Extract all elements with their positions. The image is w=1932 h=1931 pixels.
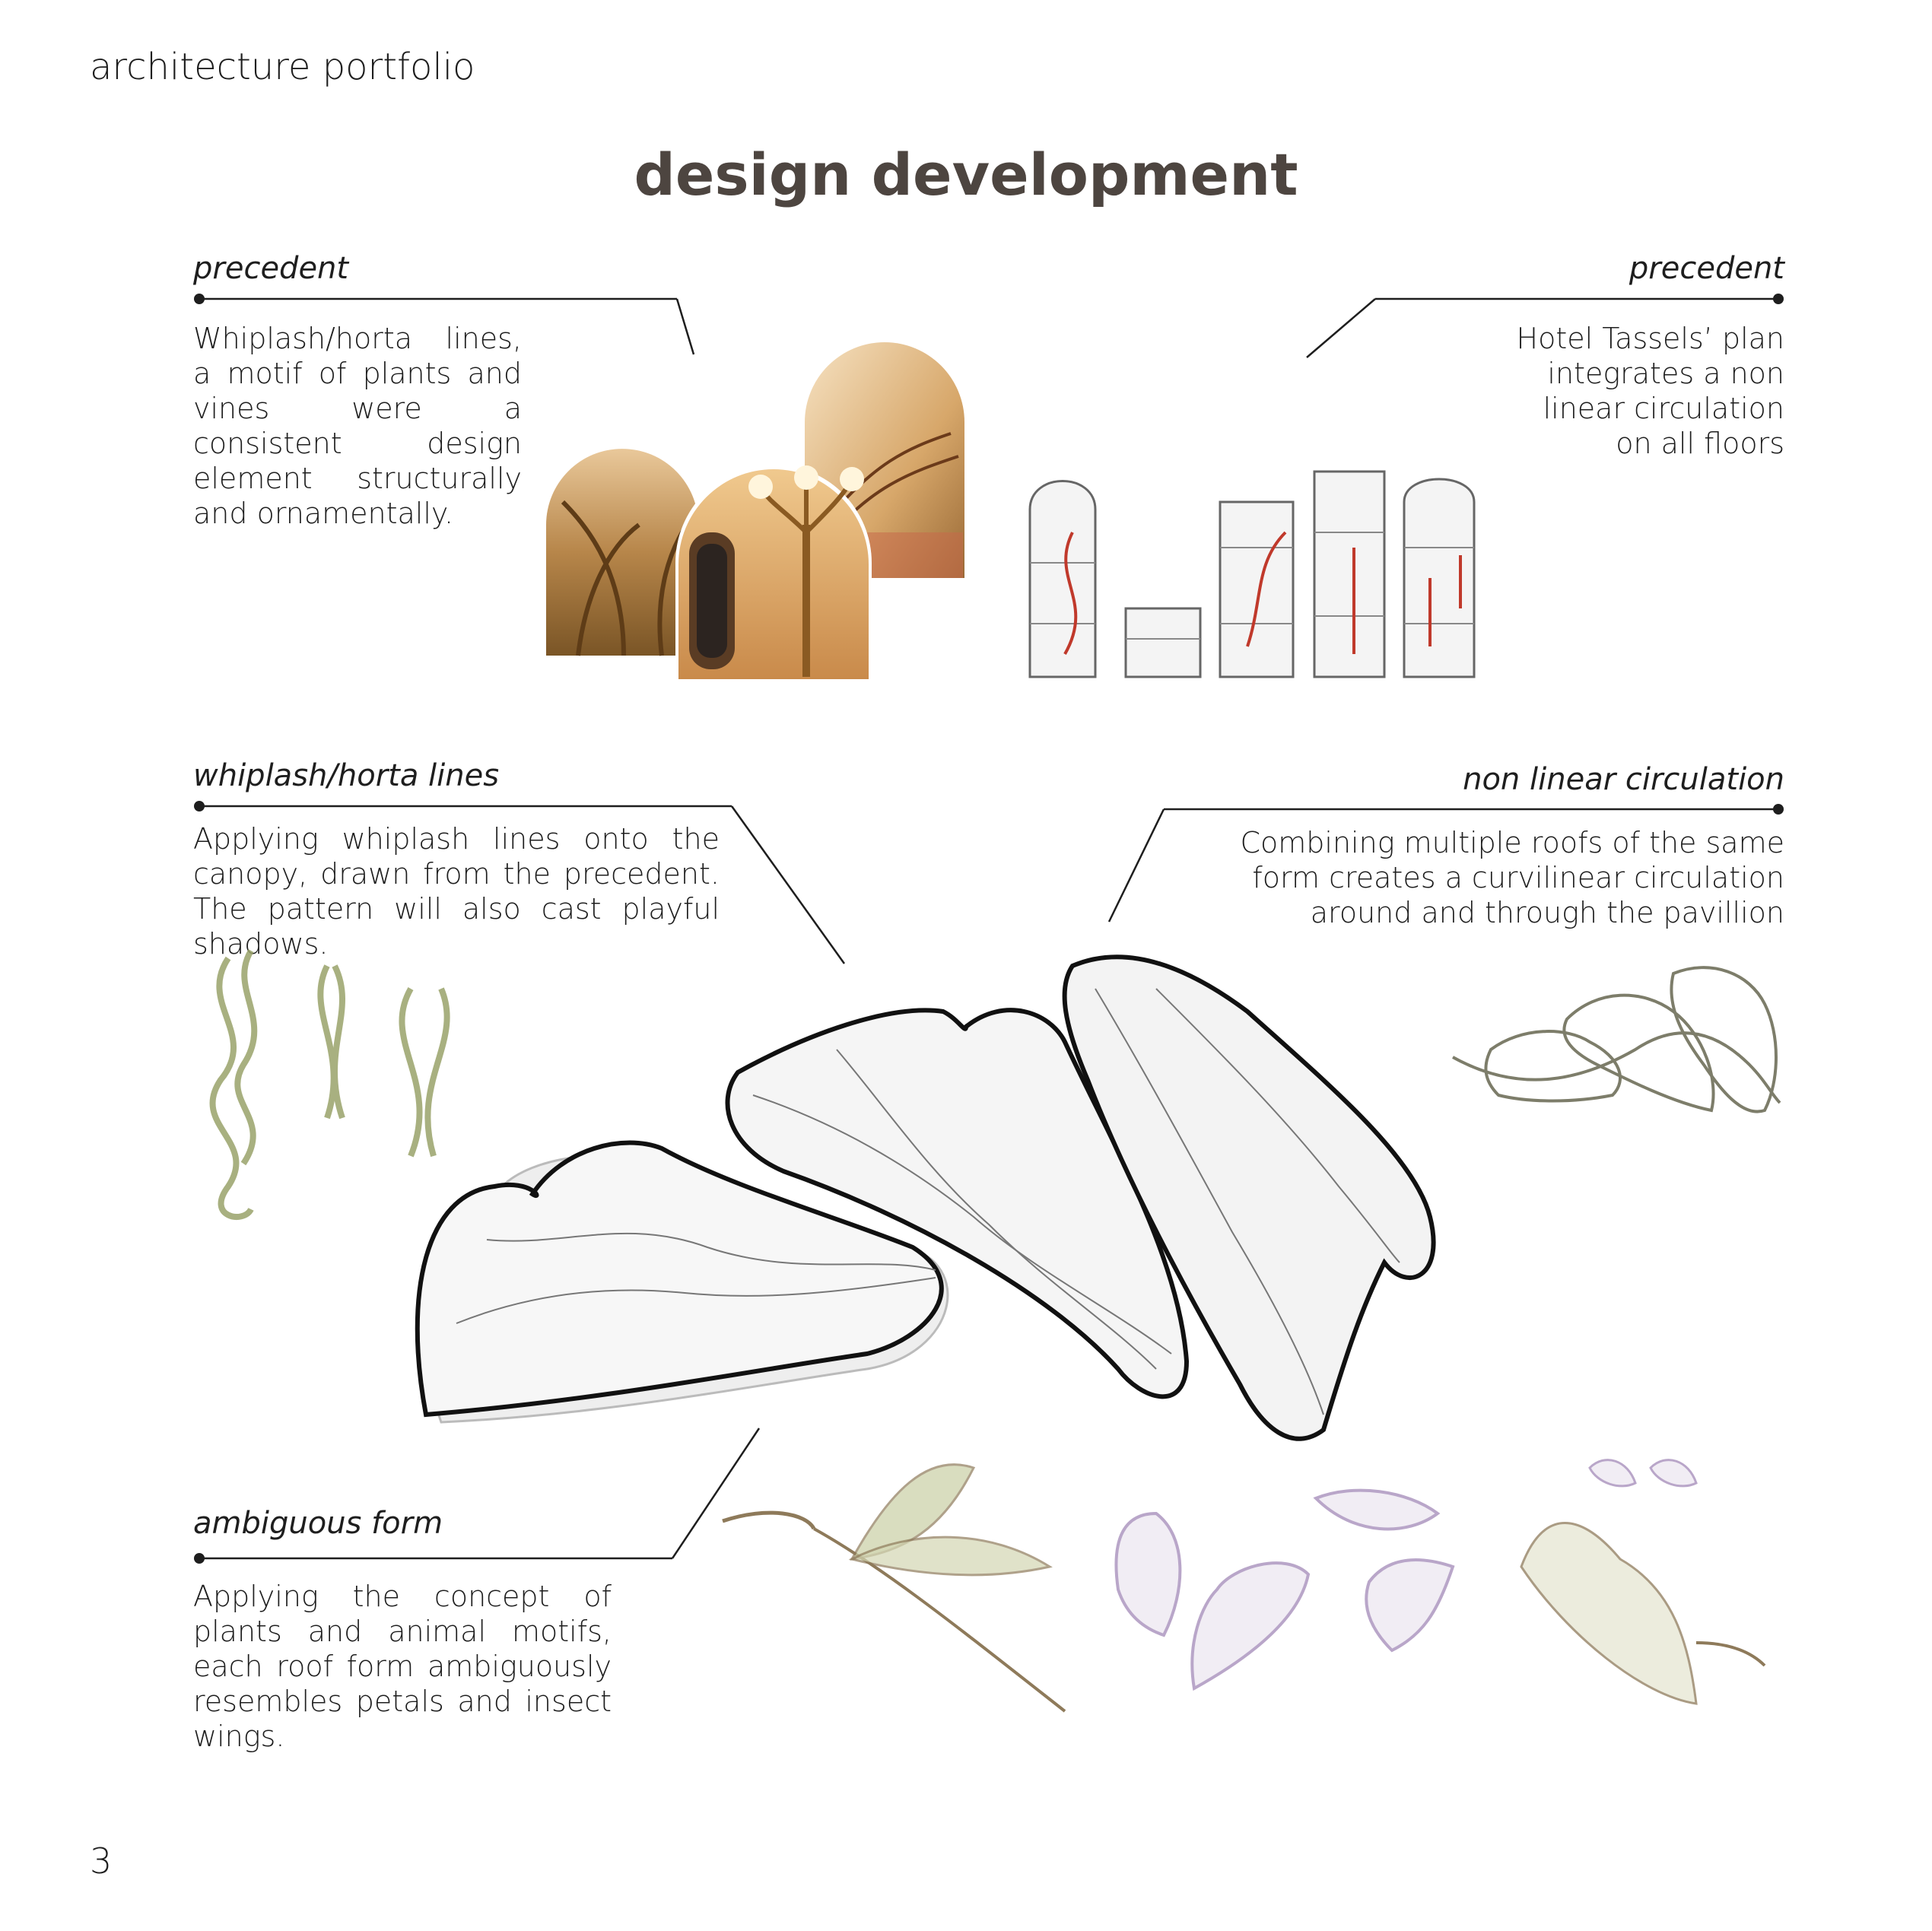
- whiplash-text: Applying whiplash lines onto the canopy, drawn from the precedent. The pattern will also cast playful shadows.: [193, 822, 720, 961]
- page-number: 3: [90, 1840, 113, 1882]
- whiplash-sketch: [212, 951, 446, 1217]
- ambiguous-label: ambiguous form: [193, 1506, 443, 1541]
- nonlinear-label: non linear circulation: [1463, 762, 1784, 797]
- precedent-right-text: Hotel Tassels’ plan integrates a non linear circulation on all floors: [1516, 322, 1784, 460]
- ambiguous-text: Applying the concept of plants and animal motifs, each roof form ambiguously resembles petals and insect wings.: [193, 1580, 612, 1753]
- hotel-tassel-plans: [1030, 472, 1474, 677]
- page-title: design development: [634, 141, 1298, 208]
- insect-petal-sketches: [723, 1460, 1765, 1711]
- circulation-diagram: [1453, 967, 1780, 1111]
- portfolio-header: architecture portfolio: [90, 46, 475, 88]
- precedent-left-label: precedent: [193, 251, 349, 286]
- nonlinear-text: Combining multiple roofs of the same form creates a curvilinear circulation around and through the pavillion: [1240, 826, 1784, 929]
- whiplash-label: whiplash/horta lines: [193, 758, 500, 793]
- pavilion-roof-plan: [418, 957, 1434, 1439]
- horta-photo-collage: [546, 342, 964, 679]
- precedent-left-text: Whiplash/horta lines, a motif of plants and vines were a consistent design element structurally and ornamentally.: [193, 322, 522, 530]
- precedent-right-label: precedent: [1629, 251, 1784, 286]
